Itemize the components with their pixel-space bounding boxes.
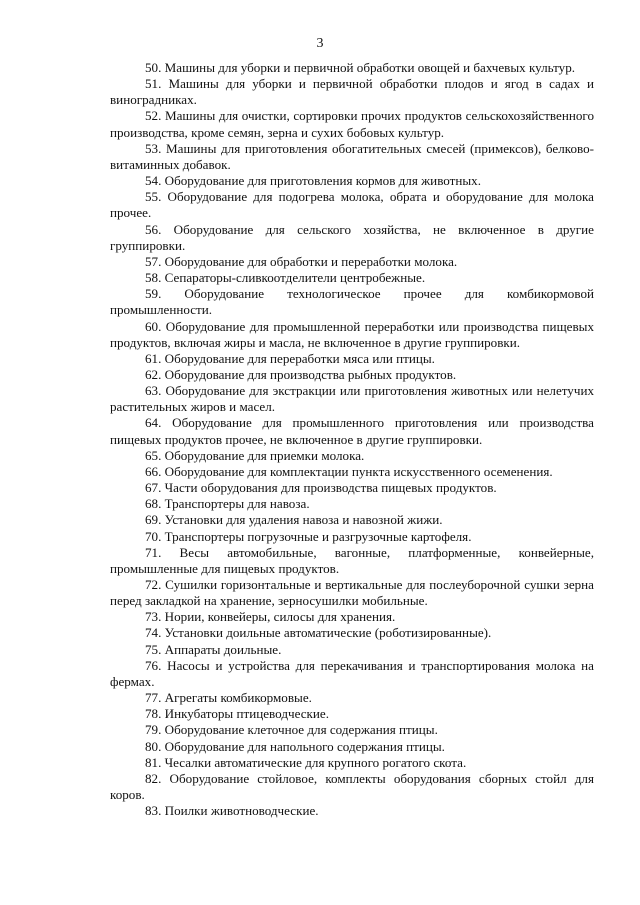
list-item: 68. Транспортеры для навоза. [145,496,310,512]
list-item: 59. Оборудование технологическое прочее для комбикормовой промышленности. [110,286,594,318]
list-item: 64. Оборудование для промышленного приготовления или производства пищевых продуктов прочее, не включенное в другие группировки. [110,415,594,447]
list-item: 52. Машины для очистки, сортировки прочих продуктов сельскохозяйственного производства, кроме семян, зерна и сухих бобовых культур. [110,108,594,140]
page-number: 3 [316,36,324,51]
list-item: 81. Чесалки автоматические для крупного рогатого скота. [145,754,467,770]
list-item: 58. Сепараторы-сливкоотделители центробежные. [145,270,426,286]
list-item: 80. Оборудование для напольного содержания птицы. [145,738,445,754]
list-item: 57. Оборудование для обработки и переработки молока. [145,253,458,269]
list-item: 66. Оборудование для комплектации пункта искусственного осеменения. [145,463,553,479]
list-item: 67. Части оборудования для производства пищевых продуктов. [145,480,497,496]
list-item: 65. Оборудование для приемки молока. [145,447,365,463]
list-item: 70. Транспортеры погрузочные и разгрузочные картофеля. [145,528,472,544]
list-item: 75. Аппараты доильные. [145,641,282,657]
list-item: 76. Насосы и устройства для перекачивания и транспортирования молока на фермах. [110,657,594,689]
list-item: 54. Оборудование для приготовления кормов для животных. [145,173,482,189]
list-item: 60. Оборудование для промышленной переработки или производства пищевых продуктов, включая жиры и масла, не включенное в другие группировки. [110,318,594,350]
list-item: 71. Весы автомобильные, вагонные, платформенные, конвейерные, промышленные для пищевых продуктов. [110,544,594,576]
list-item: 73. Нории, конвейеры, силосы для хранения. [145,609,396,625]
list-item: 72. Сушилки горизонтальные и вертикальные для послеуборочной сушки зерна перед закладкой на хранение, зерносушилки мобильные. [110,577,594,609]
list-item: 77. Агрегаты комбикормовые. [145,690,312,706]
list-item: 55. Оборудование для подогрева молока, обрата и оборудование для молока прочее. [110,189,594,221]
list-item: 51. Машины для уборки и первичной обработки плодов и ягод в садах и виноградниках. [110,76,594,108]
list-item: 74. Установки доильные автоматические (роботизированные). [145,625,492,641]
list-item: 61. Оборудование для переработки мяса или птицы. [145,350,435,366]
list-item: 56. Оборудование для сельского хозяйства, не включенное в другие группировки. [110,221,594,253]
list-item: 62. Оборудование для производства рыбных продуктов. [145,366,457,382]
item-list [110,60,594,819]
list-item: 69. Установки для удаления навоза и навозной жижи. [145,512,443,528]
list-item: 78. Инкубаторы птицеводческие. [145,706,329,722]
list-item: 63. Оборудование для экстракции или приготовления животных или нелетучих растительных жиров и масел. [110,383,594,415]
list-item: 53. Машины для приготовления обогатительных смесей (примексов), белково-витаминных добавок. [110,140,594,172]
list-item: 83. Поилки животноводческие. [145,803,319,819]
list-item: 79. Оборудование клеточное для содержания птицы. [145,722,438,738]
list-item: 82. Оборудование стойловое, комплекты оборудования сборных стойл для коров. [110,770,594,803]
list-item: 50. Машины для уборки и первичной обработки овощей и бахчевых культур. [145,60,576,75]
